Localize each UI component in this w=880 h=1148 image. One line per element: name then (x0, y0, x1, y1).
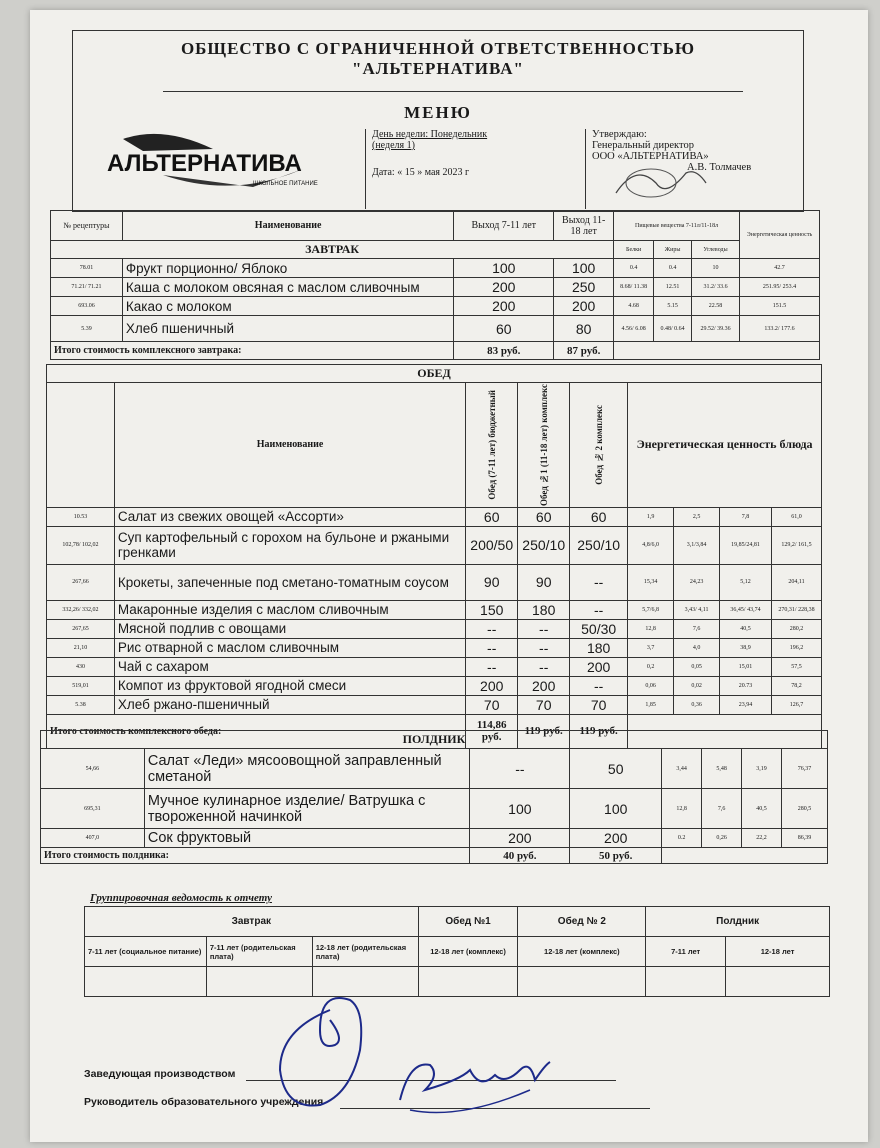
report-table (84, 906, 830, 997)
lunch-table (46, 364, 822, 749)
fat: 0,02 (674, 676, 720, 695)
dish-name: Макаронные изделия с маслом сливочным (114, 600, 465, 619)
energy: 196,2 (771, 638, 821, 657)
org-name-line2: "АЛЬТЕРНАТИВА" (352, 59, 524, 78)
breakfast-total-2: 87 руб. (554, 342, 614, 360)
recipe-num: 10.53 (47, 507, 115, 526)
carbs: 10 (692, 259, 740, 278)
recipe-num: 267,65 (47, 619, 115, 638)
report-c3: 12-18 лет (родительская плата) (312, 937, 418, 967)
date-info (365, 129, 592, 209)
fat: 0,26 (702, 829, 742, 848)
output-7-11: 60 (454, 316, 554, 342)
output-budget: 70 (466, 695, 518, 714)
report-h-lunch1: Обед №1 (418, 907, 518, 937)
lunch-total-2: 119 руб. (518, 714, 570, 748)
breakfast-title: ЗАВТРАК (51, 241, 614, 259)
output-budget: -- (466, 619, 518, 638)
snack-total-2: 50 руб. (570, 848, 662, 864)
head-institution-label: Руководитель образовательного учреждения (84, 1096, 324, 1108)
document-header (72, 30, 804, 212)
output-1: 100 (470, 789, 570, 829)
head-production-label: Заведующая производством (84, 1068, 236, 1080)
recipe-num: 102,78/ 102,02 (47, 526, 115, 564)
report-c2: 7-11 лет (родительская плата) (206, 937, 312, 967)
fat: 24,23 (674, 564, 720, 600)
output-complex2: 200 (570, 657, 628, 676)
col-carbs: Углеводы (692, 241, 740, 259)
output-complex2: 50/30 (570, 619, 628, 638)
dish-name: Салат из свежих овощей «Ассорти» (114, 507, 465, 526)
dish-name: Суп картофельный с горохом на бульоне и ржаными гренками (114, 526, 465, 564)
protein: 12,8 (628, 619, 674, 638)
col-out-7-11: Выход 7-11 лет (454, 211, 554, 241)
output-complex1: 250/10 (518, 526, 570, 564)
breakfast-row (51, 297, 820, 316)
output-complex1: 180 (518, 600, 570, 619)
lunch-col-complex2: Обед № 2 комплекс (593, 405, 604, 485)
fat: 0,05 (674, 657, 720, 676)
recipe-num: 21,10 (47, 638, 115, 657)
day-of-week: День недели: Понедельник (372, 129, 488, 140)
lunch-total-label: Итого стоимость комплексного обеда: (47, 714, 466, 748)
carbs: 20.73 (720, 676, 772, 695)
recipe-num: 78.01 (51, 259, 123, 278)
lunch-row (47, 657, 822, 676)
output-1: 200 (470, 829, 570, 848)
col-protein: Белки (614, 241, 654, 259)
breakfast-row (51, 259, 820, 278)
report-c4: 12-18 лет (комплекс) (418, 937, 518, 967)
output-11-18: 250 (554, 278, 614, 297)
output-11-18: 200 (554, 297, 614, 316)
report-c7: 12-18 лет (726, 937, 830, 967)
carbs: 31.2/ 33.6 (692, 278, 740, 297)
energy: 204,11 (771, 564, 821, 600)
lunch-col-energy: Энергетическая ценность блюда (628, 383, 822, 508)
carbs: 19,85/24,81 (720, 526, 772, 564)
energy: 61,0 (771, 507, 821, 526)
energy: 280,2 (771, 619, 821, 638)
protein: 4.68 (614, 297, 654, 316)
fat: 0.48/ 0.64 (654, 316, 692, 342)
output-7-11: 100 (454, 259, 554, 278)
carbs: 7,8 (720, 507, 772, 526)
carbs: 40,5 (720, 619, 772, 638)
energy: 42.7 (740, 259, 820, 278)
fat: 7,6 (674, 619, 720, 638)
recipe-num: 519,01 (47, 676, 115, 695)
output-budget: -- (466, 638, 518, 657)
approval-block (585, 129, 806, 209)
protein: 15,34 (628, 564, 674, 600)
lunch-row (47, 600, 822, 619)
output-11-18: 80 (554, 316, 614, 342)
protein: 0.2 (662, 829, 702, 848)
carbs: 36,45/ 43,74 (720, 600, 772, 619)
lunch-row (47, 619, 822, 638)
org-name-line1: ОБЩЕСТВО С ОГРАНИЧЕННОЙ ОТВЕТСТВЕННОСТЬЮ (180, 39, 696, 58)
energy: 76,37 (782, 749, 828, 789)
output-complex2: 70 (570, 695, 628, 714)
recipe-num: 267,66 (47, 564, 115, 600)
dish-name: Салат «Леди» мясоовощной заправленный сметаной (144, 749, 470, 789)
output-complex2: -- (570, 676, 628, 695)
output-1: -- (470, 749, 570, 789)
breakfast-total-1: 83 руб. (454, 342, 554, 360)
output-complex2: 60 (570, 507, 628, 526)
carbs: 38,9 (720, 638, 772, 657)
report-c6: 7-11 лет (646, 937, 726, 967)
fat: 4,0 (674, 638, 720, 657)
fat: 0.4 (654, 259, 692, 278)
carbs: 15,01 (720, 657, 772, 676)
lunch-col-name: Наименование (114, 383, 465, 508)
dish-name: Крокеты, запеченные под сметано-томатным соусом (114, 564, 465, 600)
dish-name: Компот из фруктовой ягодной смеси (114, 676, 465, 695)
output-2: 100 (570, 789, 662, 829)
header-rule (163, 91, 743, 92)
signature-icon (260, 990, 580, 1140)
menu-date: Дата: « 15 » мая 2023 г (372, 167, 470, 178)
report-c1: 7-11 лет (социальное питание) (85, 937, 207, 967)
fat: 5,48 (702, 749, 742, 789)
energy: 151.5 (740, 297, 820, 316)
energy: 78,2 (771, 676, 821, 695)
approve-label: Утверждаю: (592, 129, 647, 140)
carbs: 22,2 (742, 829, 782, 848)
recipe-num: 332,26/ 332,02 (47, 600, 115, 619)
director-title: Генеральный директор (592, 140, 694, 151)
output-budget: 200 (466, 676, 518, 695)
output-complex2: -- (570, 600, 628, 619)
energy: 86,39 (782, 829, 828, 848)
protein: 5,7/6,8 (628, 600, 674, 619)
protein: 8.68/ 11.38 (614, 278, 654, 297)
output-complex1: -- (518, 657, 570, 676)
report-c5: 12-18 лет (комплекс) (518, 937, 646, 967)
output-complex1: -- (518, 619, 570, 638)
fat: 3,1/3,84 (674, 526, 720, 564)
output-complex2: 250/10 (570, 526, 628, 564)
fat: 0,36 (674, 695, 720, 714)
output-2: 200 (570, 829, 662, 848)
energy: 126,7 (771, 695, 821, 714)
lunch-row (47, 695, 822, 714)
recipe-num: 5.38 (47, 695, 115, 714)
recipe-num: 693.06 (51, 297, 123, 316)
fat: 7,6 (702, 789, 742, 829)
dish-name: Хлеб ржано-пшеничный (114, 695, 465, 714)
dish-name: Мясной подлив с овощами (114, 619, 465, 638)
energy: 57,5 (771, 657, 821, 676)
output-7-11: 200 (454, 297, 554, 316)
col-recipe-num: № рецептуры (51, 211, 123, 241)
snack-row (41, 829, 828, 848)
protein: 0,2 (628, 657, 674, 676)
recipe-num: 54,66 (41, 749, 145, 789)
director-name: А.В. Толмачев (687, 162, 752, 173)
breakfast-row (51, 278, 820, 297)
output-budget: 200/50 (466, 526, 518, 564)
output-7-11: 200 (454, 278, 554, 297)
output-budget: 150 (466, 600, 518, 619)
lunch-row (47, 638, 822, 657)
recipe-num: 695,31 (41, 789, 145, 829)
dish-name: Сок фруктовый (144, 829, 470, 848)
lunch-col-complex1: Обед №1 (11-18 лет) комплекс (538, 384, 549, 506)
recipe-num: 5.39 (51, 316, 123, 342)
breakfast-total-label: Итого стоимость комплексного завтрака: (51, 342, 454, 360)
fat: 3,43/ 4,11 (674, 600, 720, 619)
energy: 251.95/ 253.4 (740, 278, 820, 297)
output-budget: -- (466, 657, 518, 676)
week-number: (неделя 1) (372, 140, 415, 151)
energy: 280,5 (782, 789, 828, 829)
output-complex1: 70 (518, 695, 570, 714)
energy: 129,2/ 161,5 (771, 526, 821, 564)
dish-name: Фрукт порционно/ Яблоко (122, 259, 453, 278)
director-signature-icon (606, 163, 716, 203)
protein: 3,7 (628, 638, 674, 657)
dish-name: Чай с сахаром (114, 657, 465, 676)
output-complex1: 60 (518, 507, 570, 526)
output-complex2: -- (570, 564, 628, 600)
lunch-row (47, 526, 822, 564)
col-out-11-18: Выход 11-18 лет (554, 211, 614, 241)
report-h-snack: Полдник (646, 907, 830, 937)
report-title: Группировочная ведомость к отчету (90, 892, 272, 904)
snack-table (40, 730, 828, 864)
report-h-lunch2: Обед № 2 (518, 907, 646, 937)
output-budget: 60 (466, 507, 518, 526)
protein: 1,85 (628, 695, 674, 714)
snack-title: ПОЛДНИК (41, 731, 828, 749)
output-budget: 90 (466, 564, 518, 600)
snack-total-label: Итого стоимость полдника: (41, 848, 470, 864)
carbs: 29.52/ 39.36 (692, 316, 740, 342)
lunch-row (47, 507, 822, 526)
dish-name: Каша с молоком овсяная с маслом сливочным (122, 278, 453, 297)
col-nutrients: Пищевые вещества 7-11л/11-18л (614, 211, 740, 241)
lunch-total-1: 114,86 руб. (466, 714, 518, 748)
svg-text:ШКОЛЬНОЕ ПИТАНИЕ: ШКОЛЬНОЕ ПИТАНИЕ (253, 181, 318, 187)
output-11-18: 100 (554, 259, 614, 278)
lunch-title: ОБЕД (47, 365, 822, 383)
carbs: 22.58 (692, 297, 740, 316)
protein: 4,8/6,0 (628, 526, 674, 564)
fat: 5.15 (654, 297, 692, 316)
dish-name: Какао с молоком (122, 297, 453, 316)
col-energy: Энергетическая ценность (740, 211, 820, 259)
output-complex1: -- (518, 638, 570, 657)
col-name: Наименование (122, 211, 453, 241)
menu-title: МЕНЮ (404, 103, 472, 122)
output-complex1: 90 (518, 564, 570, 600)
lunch-row (47, 564, 822, 600)
recipe-num: 71.21/ 71.21 (51, 278, 123, 297)
dish-name: Хлеб пшеничный (122, 316, 453, 342)
fat: 12.51 (654, 278, 692, 297)
protein: 0,06 (628, 676, 674, 695)
protein: 0.4 (614, 259, 654, 278)
protein: 1,9 (628, 507, 674, 526)
lunch-row (47, 676, 822, 695)
protein: 12,8 (662, 789, 702, 829)
snack-row (41, 789, 828, 829)
carbs: 3,19 (742, 749, 782, 789)
breakfast-row (51, 316, 820, 342)
dish-name: Рис отварной с маслом сливочным (114, 638, 465, 657)
report-h-breakfast: Завтрак (85, 907, 419, 937)
output-2: 50 (570, 749, 662, 789)
breakfast-table (50, 210, 820, 360)
energy: 133.2/ 177.6 (740, 316, 820, 342)
carbs: 40,5 (742, 789, 782, 829)
svg-text:АЛЬТЕРНАТИВА: АЛЬТЕРНАТИВА (107, 150, 302, 177)
carbs: 23,94 (720, 695, 772, 714)
snack-row (41, 749, 828, 789)
protein: 4.56/ 6.08 (614, 316, 654, 342)
company-name: ООО «АЛЬТЕРНАТИВА» (592, 151, 709, 162)
recipe-num: 407,0 (41, 829, 145, 848)
carbs: 5,12 (720, 564, 772, 600)
output-complex2: 180 (570, 638, 628, 657)
snack-total-1: 40 руб. (470, 848, 570, 864)
energy: 270,31/ 228,38 (771, 600, 821, 619)
recipe-num: 430 (47, 657, 115, 676)
protein: 3,44 (662, 749, 702, 789)
col-fat: Жиры (654, 241, 692, 259)
lunch-col-budget: Обед (7-11 лет) бюджетный (486, 390, 497, 500)
output-complex1: 200 (518, 676, 570, 695)
dish-name: Мучное кулинарное изделие/ Ватрушка с твороженной начинкой (144, 789, 470, 829)
lunch-total-3: 119 руб. (570, 714, 628, 748)
company-logo (103, 129, 343, 201)
fat: 2,5 (674, 507, 720, 526)
